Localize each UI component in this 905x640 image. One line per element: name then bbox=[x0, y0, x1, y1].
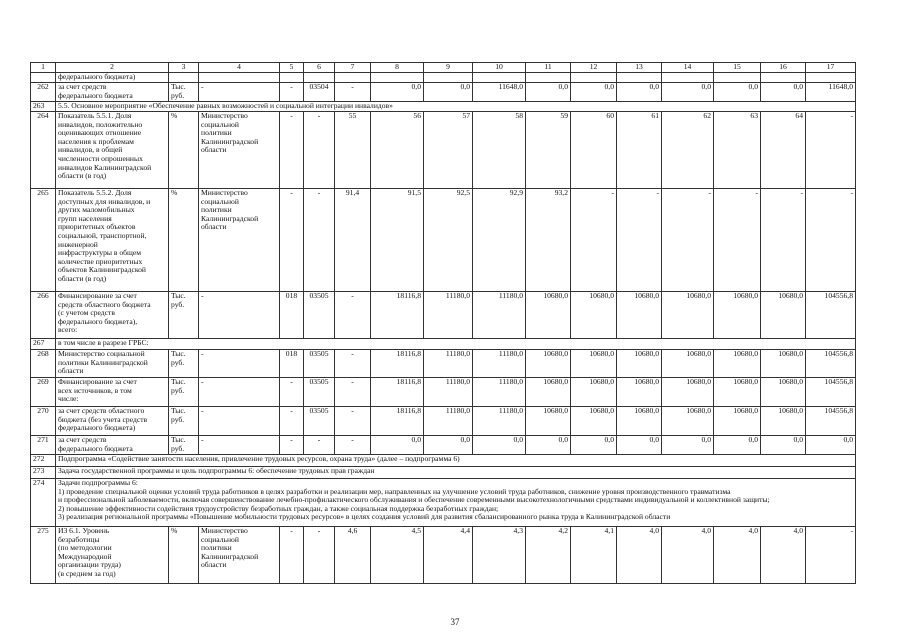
table-cell: Тыс. руб. bbox=[169, 436, 199, 455]
row-number bbox=[31, 73, 56, 83]
table-cell: 03505 bbox=[304, 378, 335, 407]
row-number: 275 bbox=[31, 527, 56, 584]
table-cell: Тыс. руб. bbox=[169, 378, 199, 407]
column-number-10: 10 bbox=[473, 63, 526, 73]
table-cell: Тыс. руб. bbox=[169, 83, 199, 102]
table-cell: 56 bbox=[371, 112, 424, 189]
table-cell: 10680,0 bbox=[571, 292, 617, 339]
column-number-1: 1 bbox=[31, 63, 56, 73]
table-cell: - bbox=[806, 527, 856, 584]
row-number: 264 bbox=[31, 112, 56, 189]
table-cell: 63 bbox=[714, 112, 761, 189]
column-number-header-row bbox=[31, 63, 856, 73]
table-cell: - bbox=[335, 83, 371, 102]
table-cell: - bbox=[304, 189, 335, 292]
table-cell: Тыс. руб. bbox=[169, 350, 199, 378]
table-cell: 10680,0 bbox=[617, 407, 662, 436]
table-cell: 92,5 bbox=[424, 189, 473, 292]
table-cell: - bbox=[335, 292, 371, 339]
table-cell: 10680,0 bbox=[571, 378, 617, 407]
table-row bbox=[31, 467, 856, 479]
column-number-8: 8 bbox=[371, 63, 424, 73]
table-cell: - bbox=[280, 189, 304, 292]
table-row bbox=[31, 339, 856, 350]
row-number: 265 bbox=[31, 189, 56, 292]
table-cell: 018 bbox=[280, 292, 304, 339]
table-cell bbox=[304, 73, 335, 83]
table-cell: 03505 bbox=[304, 407, 335, 436]
table-row bbox=[31, 378, 856, 407]
column-number-9: 9 bbox=[424, 63, 473, 73]
table-cell: 10680,0 bbox=[761, 350, 806, 378]
table-cell: 4,3 bbox=[473, 527, 526, 584]
table-cell: - bbox=[806, 189, 856, 292]
row-number: 267 bbox=[31, 339, 56, 350]
row-label: за счет средств федерального бюджета bbox=[56, 83, 169, 102]
table-cell: 10680,0 bbox=[714, 407, 761, 436]
table-cell: - bbox=[304, 112, 335, 189]
row-label: Министерство социальной политики Калининградской области bbox=[56, 350, 169, 378]
table-row bbox=[31, 527, 856, 584]
table-cell: 10680,0 bbox=[662, 350, 714, 378]
table-cell: - bbox=[335, 436, 371, 455]
table-cell: 10680,0 bbox=[526, 378, 571, 407]
section-title: 5.5. Основное мероприятие «Обеспечение равных возможностей и социальной интеграции инвалидов» bbox=[56, 102, 856, 112]
table-cell: 10680,0 bbox=[617, 350, 662, 378]
table-cell: % bbox=[169, 527, 199, 584]
table-cell: 64 bbox=[761, 112, 806, 189]
table-cell bbox=[662, 73, 714, 83]
table-cell: 10680,0 bbox=[526, 350, 571, 378]
column-number-4: 4 bbox=[199, 63, 280, 73]
table-cell: 104556,8 bbox=[806, 407, 856, 436]
table-cell: - bbox=[571, 189, 617, 292]
table-row bbox=[31, 112, 856, 189]
table-cell: 93,2 bbox=[526, 189, 571, 292]
row-number: 266 bbox=[31, 292, 56, 339]
table-cell: Министерство социальной политики Калининградской области bbox=[199, 189, 280, 292]
table-cell: 11180,0 bbox=[473, 378, 526, 407]
table-cell: Тыс. руб. bbox=[169, 292, 199, 339]
row-label: ИЗ 6.1. Уровень безработицы (по методологии Международной организации труда) (в среднем за год) bbox=[56, 527, 169, 584]
table-cell: 18116,8 bbox=[371, 407, 424, 436]
section-title: Задачи подпрограммы 6: 1) проведение специальной оценки условий труда работников в целях разработки и реализации мер, направленных на улучшение условий труда работников, снижение уровня производственного травматизма и профессиональной заболеваемости, включая совершенствование лечебно-профилактического обслуживания и обеспечение современными высокотехнологичными средствами индивидуальной и коллективной защиты; 2) повышение эффективности содействия трудоустройству безработных граждан, а также социальная поддержка безработных граждан; 3) реализация региональной программы «Повышение мобильности трудовых ресурсов» в целях создания условий для развития сбалансированного рынка труда в Калининградской области bbox=[56, 479, 856, 527]
row-number: 262 bbox=[31, 83, 56, 102]
table-cell: 0,0 bbox=[424, 83, 473, 102]
table-cell: 10680,0 bbox=[714, 378, 761, 407]
table-cell bbox=[424, 73, 473, 83]
column-number-13: 13 bbox=[617, 63, 662, 73]
table-cell: 4,0 bbox=[714, 527, 761, 584]
table-cell: - bbox=[304, 436, 335, 455]
table-cell: 4,5 bbox=[371, 527, 424, 584]
table-cell: - bbox=[199, 350, 280, 378]
table-cell: 03505 bbox=[304, 350, 335, 378]
table-cell: 104556,8 bbox=[806, 292, 856, 339]
table-cell: 11180,0 bbox=[424, 378, 473, 407]
table-cell bbox=[617, 73, 662, 83]
table-cell: - bbox=[199, 436, 280, 455]
table-row bbox=[31, 83, 856, 102]
budget-table bbox=[30, 62, 856, 584]
table-cell: 4,1 bbox=[571, 527, 617, 584]
column-number-12: 12 bbox=[571, 63, 617, 73]
table-row bbox=[31, 455, 856, 467]
table-cell: 0,0 bbox=[571, 83, 617, 102]
table-cell: - bbox=[335, 407, 371, 436]
table-cell: 18116,8 bbox=[371, 292, 424, 339]
column-number-17: 17 bbox=[806, 63, 856, 73]
table-row bbox=[31, 73, 856, 83]
table-cell bbox=[526, 73, 571, 83]
table-cell: - bbox=[714, 189, 761, 292]
table-cell: 0,0 bbox=[662, 83, 714, 102]
table-cell: 59 bbox=[526, 112, 571, 189]
table-cell: 03504 bbox=[304, 83, 335, 102]
section-title: в том числе в разрезе ГРБС: bbox=[56, 339, 856, 350]
row-label: Финансирование за счет всех источников, в том числе: bbox=[56, 378, 169, 407]
table-cell: - bbox=[304, 527, 335, 584]
table-cell: 0,0 bbox=[526, 83, 571, 102]
table-cell: - bbox=[806, 112, 856, 189]
table-cell: 91,4 bbox=[335, 189, 371, 292]
row-number: 273 bbox=[31, 467, 56, 479]
table-cell: 10680,0 bbox=[662, 292, 714, 339]
table-cell bbox=[473, 73, 526, 83]
table-cell: 11180,0 bbox=[473, 292, 526, 339]
table-cell: 10680,0 bbox=[761, 378, 806, 407]
table-cell: 55 bbox=[335, 112, 371, 189]
table-cell: - bbox=[199, 292, 280, 339]
table-cell: 0,0 bbox=[617, 83, 662, 102]
table-cell bbox=[571, 73, 617, 83]
row-label: Показатель 5.5.2. Доля доступных для инвалидов, и других маломобильных групп населения приоритетных объектов социальной, транспортной, инженерной инфраструктуры в общем количестве приоритетных объектов Калининградской области (в год) bbox=[56, 189, 169, 292]
row-label: Финансирование за счет средств областного бюджета (с учетом средств федерального бюджета), всего: bbox=[56, 292, 169, 339]
table-cell: 4,0 bbox=[662, 527, 714, 584]
table-cell: 18116,8 bbox=[371, 378, 424, 407]
table-row bbox=[31, 102, 856, 112]
table-cell: - bbox=[280, 83, 304, 102]
table-cell: - bbox=[280, 436, 304, 455]
table-cell: 4,4 bbox=[424, 527, 473, 584]
row-label: за счет средств федерального бюджета bbox=[56, 436, 169, 455]
table-cell: 018 bbox=[280, 350, 304, 378]
table-cell: 91,5 bbox=[371, 189, 424, 292]
row-label: за счет средств областного бюджета (без учета средств федерального бюджета) bbox=[56, 407, 169, 436]
table-row bbox=[31, 350, 856, 378]
table-cell: 10680,0 bbox=[714, 350, 761, 378]
table-cell: 62 bbox=[662, 112, 714, 189]
table-cell: - bbox=[199, 407, 280, 436]
table-cell: - bbox=[280, 407, 304, 436]
table-cell: 11648,0 bbox=[806, 83, 856, 102]
table-cell: - bbox=[199, 83, 280, 102]
table-cell bbox=[280, 73, 304, 83]
page-number: 37 bbox=[450, 617, 460, 627]
table-cell: 11180,0 bbox=[473, 350, 526, 378]
table-cell: - bbox=[617, 189, 662, 292]
row-number: 270 bbox=[31, 407, 56, 436]
column-number-3: 3 bbox=[169, 63, 199, 73]
table-row bbox=[31, 407, 856, 436]
table-cell: 03505 bbox=[304, 292, 335, 339]
row-number: 268 bbox=[31, 350, 56, 378]
row-number: 272 bbox=[31, 455, 56, 467]
table-cell: 11180,0 bbox=[473, 407, 526, 436]
table-cell: 0,0 bbox=[714, 436, 761, 455]
table-cell: 10680,0 bbox=[761, 407, 806, 436]
table-cell bbox=[169, 73, 199, 83]
section-title: Подпрограмма «Содействие занятости населения, привлечение трудовых ресурсов, охрана труда» (далее – подпрограмма 6) bbox=[56, 455, 856, 467]
table-cell: % bbox=[169, 112, 199, 189]
table-cell: 0,0 bbox=[761, 436, 806, 455]
table-cell: - bbox=[280, 378, 304, 407]
table-cell: - bbox=[761, 189, 806, 292]
row-number: 274 bbox=[31, 479, 56, 527]
table-cell bbox=[335, 73, 371, 83]
table-cell: 11180,0 bbox=[424, 292, 473, 339]
table-cell: 0,0 bbox=[371, 436, 424, 455]
column-number-5: 5 bbox=[280, 63, 304, 73]
table-cell: 0,0 bbox=[371, 83, 424, 102]
table-row bbox=[31, 292, 856, 339]
table-cell: 18116,8 bbox=[371, 350, 424, 378]
table-cell: - bbox=[199, 378, 280, 407]
table-cell: 0,0 bbox=[526, 436, 571, 455]
table-cell: 57 bbox=[424, 112, 473, 189]
column-number-14: 14 bbox=[662, 63, 714, 73]
table-cell: 4,6 bbox=[335, 527, 371, 584]
table-cell: 0,0 bbox=[571, 436, 617, 455]
row-number: 271 bbox=[31, 436, 56, 455]
table-cell: - bbox=[335, 378, 371, 407]
table-cell: Министерство социальной политики Калининградской области bbox=[199, 112, 280, 189]
table-cell: 10680,0 bbox=[714, 292, 761, 339]
table-cell: 0,0 bbox=[761, 83, 806, 102]
table-cell: Министерство социальной политики Калининградской области bbox=[199, 527, 280, 584]
table-cell bbox=[714, 73, 761, 83]
table-cell: 10680,0 bbox=[761, 292, 806, 339]
table-cell: 10680,0 bbox=[526, 292, 571, 339]
table-row bbox=[31, 479, 856, 527]
table-cell: 0,0 bbox=[806, 436, 856, 455]
table-cell: 11648,0 bbox=[473, 83, 526, 102]
row-label: федерального бюджета) bbox=[56, 73, 169, 83]
table-cell: 58 bbox=[473, 112, 526, 189]
table-cell: 10680,0 bbox=[662, 407, 714, 436]
table-cell: 104556,8 bbox=[806, 350, 856, 378]
table-cell: 10680,0 bbox=[571, 407, 617, 436]
table-cell: 92,9 bbox=[473, 189, 526, 292]
table-cell: 10680,0 bbox=[526, 407, 571, 436]
table-cell: - bbox=[280, 527, 304, 584]
table-cell: - bbox=[662, 189, 714, 292]
row-number: 263 bbox=[31, 102, 56, 112]
column-number-11: 11 bbox=[526, 63, 571, 73]
column-number-15: 15 bbox=[714, 63, 761, 73]
table-cell: 10680,0 bbox=[617, 292, 662, 339]
table-cell bbox=[199, 73, 280, 83]
table-row bbox=[31, 436, 856, 455]
table-row bbox=[31, 189, 856, 292]
column-number-16: 16 bbox=[761, 63, 806, 73]
table-cell: 11180,0 bbox=[424, 407, 473, 436]
table-cell: 10680,0 bbox=[571, 350, 617, 378]
section-title: Задача государственной программы и цель подпрограммы 6: обеспечение трудовых прав граждан bbox=[56, 467, 856, 479]
table-cell: 10680,0 bbox=[617, 378, 662, 407]
table-cell: 61 bbox=[617, 112, 662, 189]
table-cell: - bbox=[280, 112, 304, 189]
row-number: 269 bbox=[31, 378, 56, 407]
table-cell bbox=[761, 73, 806, 83]
table-cell: - bbox=[335, 350, 371, 378]
table-cell: 4,2 bbox=[526, 527, 571, 584]
table-cell: 0,0 bbox=[662, 436, 714, 455]
table-cell: 4,0 bbox=[761, 527, 806, 584]
column-number-2: 2 bbox=[56, 63, 169, 73]
table-cell: 4,0 bbox=[617, 527, 662, 584]
table-cell bbox=[806, 73, 856, 83]
row-label: Показатель 5.5.1. Доля инвалидов, положительно оценивающих отношение населения к проблемам инвалидов, в общей численности опрошенных инвалидов Калининградской области (в год) bbox=[56, 112, 169, 189]
table-cell: 0,0 bbox=[424, 436, 473, 455]
table-cell: 10680,0 bbox=[662, 378, 714, 407]
table-cell: % bbox=[169, 189, 199, 292]
table-cell: 0,0 bbox=[714, 83, 761, 102]
table-cell: 104556,8 bbox=[806, 378, 856, 407]
table-cell: 0,0 bbox=[617, 436, 662, 455]
table-cell: 60 bbox=[571, 112, 617, 189]
table-cell bbox=[371, 73, 424, 83]
column-number-7: 7 bbox=[335, 63, 371, 73]
table-cell: 11180,0 bbox=[424, 350, 473, 378]
column-number-6: 6 bbox=[304, 63, 335, 73]
table-cell: 0,0 bbox=[473, 436, 526, 455]
table-cell: Тыс. руб. bbox=[169, 407, 199, 436]
